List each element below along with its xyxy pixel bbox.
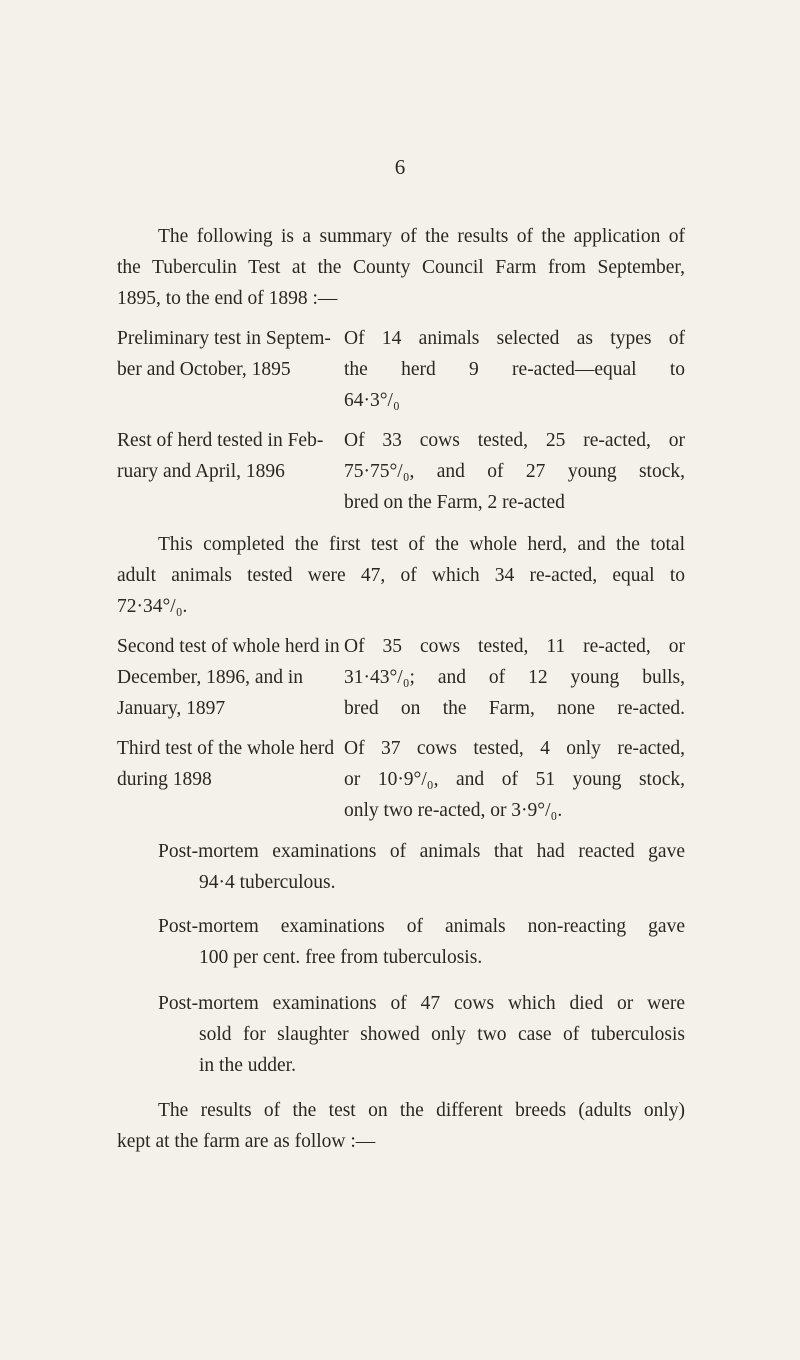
test-result: Of 14 animals selected as types of the herd 9 re-acted—equal to 64·3°/₀ <box>344 328 685 411</box>
test-label: Preliminary test in Septem- ber and October, 1895 <box>117 328 331 380</box>
test-label: Rest of herd tested in Feb- ruary and April, 1896 <box>117 430 324 482</box>
closing-paragraph <box>117 1095 685 1157</box>
text-line: The results of the test on the different breeds (adults only) <box>158 1100 685 1121</box>
text-line: adult animals tested were 47, of which 34 re-acted, equal to <box>117 565 685 586</box>
text-line: 1895, to the end of 1898 :— <box>117 288 338 309</box>
text-line: kept at the farm are as follow :— <box>117 1131 376 1152</box>
test-label: Third test of the whole herd during 1898 <box>117 738 335 790</box>
intro-paragraph <box>117 221 685 314</box>
post-mortem-paragraph: Post-mortem examinations of animals non-reacting gave 100 per cent. free from tuberculosis. <box>158 916 685 968</box>
test-result: Of 33 cows tested, 25 re-acted, or 75·75°/₀, and of 27 young stock, bred on the Farm, 2 re-acted <box>344 430 685 513</box>
test-label: Second test of whole herd in December, 1896, and in January, 1897 <box>117 636 340 719</box>
page-number: 6 <box>394 155 406 179</box>
test-row-second <box>117 631 685 724</box>
text-line: The following is a summary of the results of the application of <box>158 226 685 247</box>
post-mortem-paragraph: Post-mortem examinations of 47 cows which died or were sold for slaughter showed only two case of tuberculosis in the udder. <box>158 993 685 1076</box>
text-line: 72·34°/₀. <box>117 596 188 617</box>
post-mortem-paragraph: Post-mortem examinations of animals that had reacted gave 94·4 tuberculous. <box>158 841 685 893</box>
test-row-rest-of-herd <box>117 425 685 518</box>
text-line: This completed the first test of the whole herd, and the total <box>158 534 685 555</box>
completed-paragraph <box>117 529 685 622</box>
test-row-third <box>117 733 685 826</box>
test-result: Of 35 cows tested, 11 re-acted, or 31·43°/₀; and of 12 young bulls, bred on the Farm, none re-acted. <box>344 636 685 719</box>
test-row-preliminary <box>117 323 685 416</box>
text-line: the Tuberculin Test at the County Council Farm from September, <box>117 257 685 278</box>
test-result: Of 37 cows tested, 4 only re-acted, or 10·9°/₀, and of 51 young stock, only two re-acted, or 3·9°/₀. <box>344 738 685 821</box>
